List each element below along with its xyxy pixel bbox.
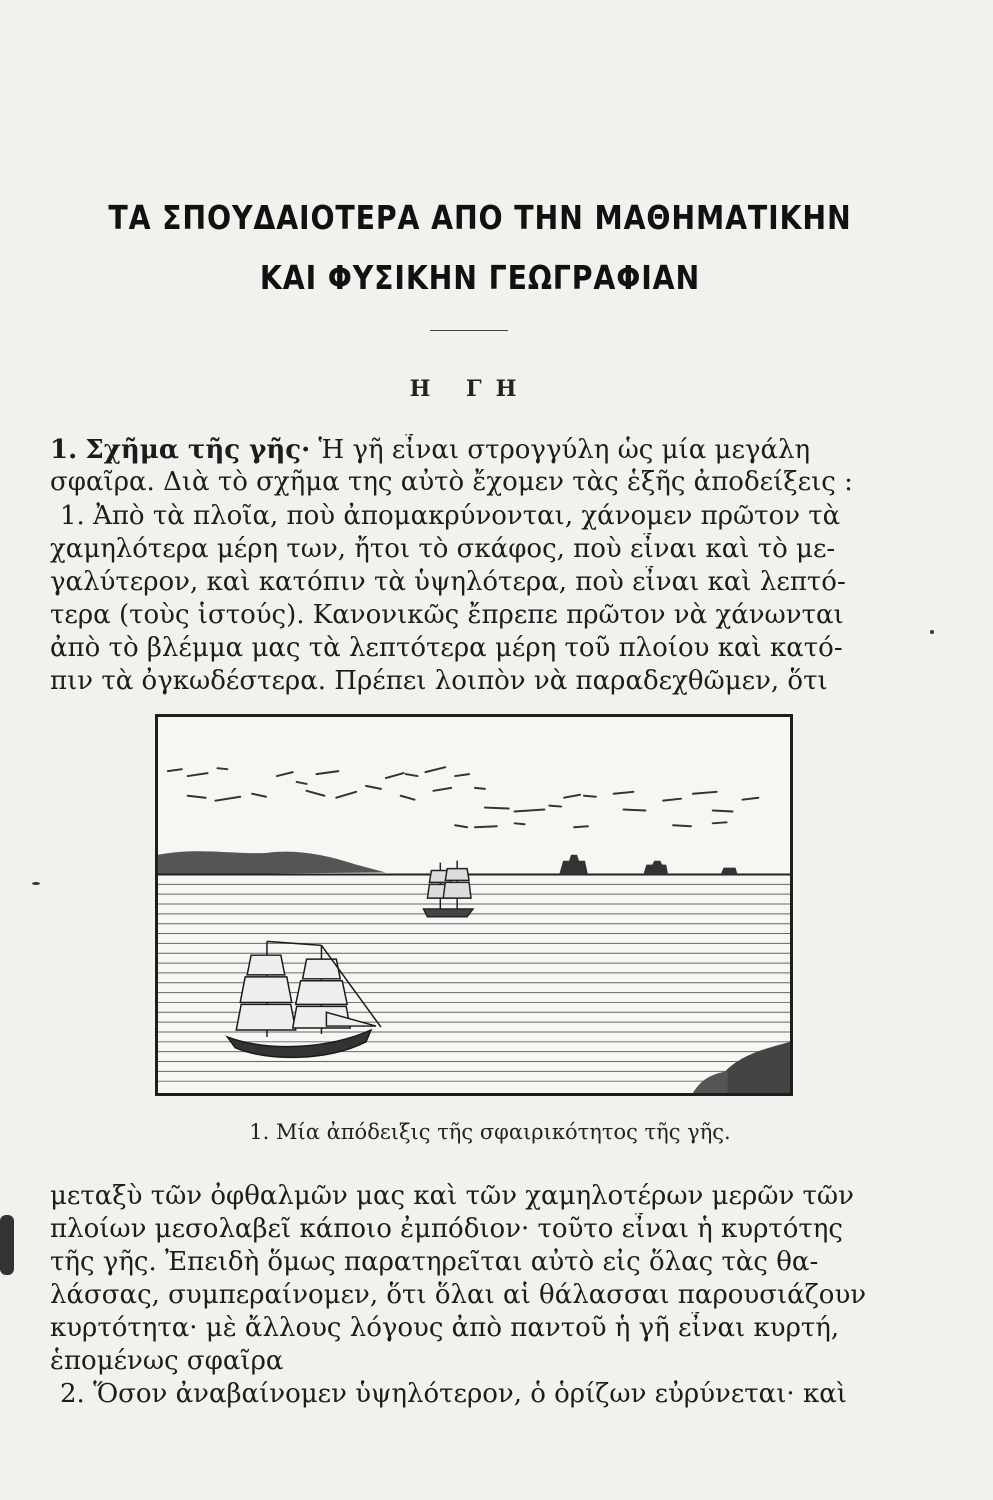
paragraph-2-line-7: 2. Ὅσον ἀναβαίνομεν ὑψηλότερον, ὁ ὁρίζων εὐρύνεται· καὶ: [60, 1379, 847, 1409]
rock-shading: [693, 1071, 728, 1093]
paragraph-1-line-3: 1. Ἀπὸ τὰ πλοῖα, ποὺ ἀπομακρύνονται, χάνομεν πρῶτον τὰ: [60, 501, 841, 531]
page-title-line-2: ΚΑΙ ΦΥΣΙΚΗΝ ΓΕΩΓΡΑΦΙΑΝ: [259, 258, 701, 297]
paragraph-text: Ἡ γῆ εἶναι στρογγύλη ὡς μία μεγάλη: [318, 435, 811, 465]
paragraph-number: 1.: [50, 435, 78, 465]
distant-ships: [559, 855, 737, 875]
middle-ship: [423, 861, 473, 917]
ink-speck: [32, 882, 40, 885]
paragraph-heading: Σχῆμα τῆς γῆς·: [85, 435, 311, 465]
paragraph-1-line-4: χαμηλότερα μέρη των, ἤτοι τὸ σκάφος, ποὺ εἶναι καὶ τὸ με-: [50, 534, 836, 564]
title-divider: [430, 330, 508, 331]
paragraph-2-line-5: κυρτότητα· μὲ ἄλλους λόγους ἀπὸ παντοῦ ἡ γῆ εἶναι κυρτή,: [50, 1313, 840, 1343]
page-title-line-1: ΤΑ ΣΠΟΥΔΑΙΟΤΕΡΑ ΑΠΟ ΤΗΝ ΜΑΘΗΜΑΤΙΚΗΝ: [108, 198, 852, 237]
paragraph-2-line-2: πλοίων μεσολαβεῖ κάποιο ἐμπόδιον· τοῦτο εἶναι ἡ κυρτότης: [50, 1214, 843, 1244]
paragraph-2-line-3: τῆς γῆς. Ἐπειδὴ ὅμως παρατηρεῖται αὐτὸ εἰς ὅλας τὰς θα-: [50, 1247, 819, 1277]
paragraph-1-line-1: [50, 434, 910, 466]
ships-illustration: [155, 714, 793, 1096]
ink-speck: [930, 630, 934, 634]
paragraph-2-line-6: ἑπομένως σφαῖρα: [50, 1346, 284, 1376]
paragraph-1-line-7: ἀπὸ τὸ βλέμμα μας τὰ λεπτότερα μέρη τοῦ πλοίου καὶ κατό-: [50, 633, 843, 663]
sea-engraving: [158, 717, 790, 1093]
foreground-ship: [227, 941, 381, 1057]
page-edge-mark: [0, 1215, 14, 1275]
paragraph-2-line-4: λάσσας, συμπεραίνομεν, ὅτι ὅλαι αἱ θάλασσαι παρουσιάζουν: [50, 1280, 867, 1310]
cloud-strokes: [168, 767, 758, 827]
paragraph-1-line-6: τερα (τοὺς ἱστούς). Κανονικῶς ἔπρεπε πρῶτον νὰ χάνωνται: [50, 600, 844, 630]
paragraph-2-line-1: μεταξὺ τῶν ὀφθαλμῶν μας καὶ τῶν χαμηλοτέρων μερῶν τῶν: [50, 1181, 854, 1211]
headland: [158, 851, 386, 874]
figure-caption: 1. Μία ἀπόδειξις τῆς σφαιρικότητος τῆς γῆς.: [249, 1120, 731, 1144]
paragraph-1-line-8: πιν τὰ ὀγκωδέστερα. Πρέπει λοιπὸν νὰ παραδεχθῶμεν, ὅτι: [50, 666, 828, 696]
section-heading: Η ΓΗ: [409, 376, 531, 402]
paragraph-1-line-5: γαλύτερον, καὶ κατόπιν τὰ ὑψηλότερα, ποὺ εἶναι καὶ λεπτό-: [50, 567, 846, 597]
paragraph-1-line-2: σφαῖρα. Διὰ τὸ σχῆμα της αὐτὸ ἔχομεν τὰς ἑξῆς ἀποδείξεις :: [50, 467, 853, 497]
